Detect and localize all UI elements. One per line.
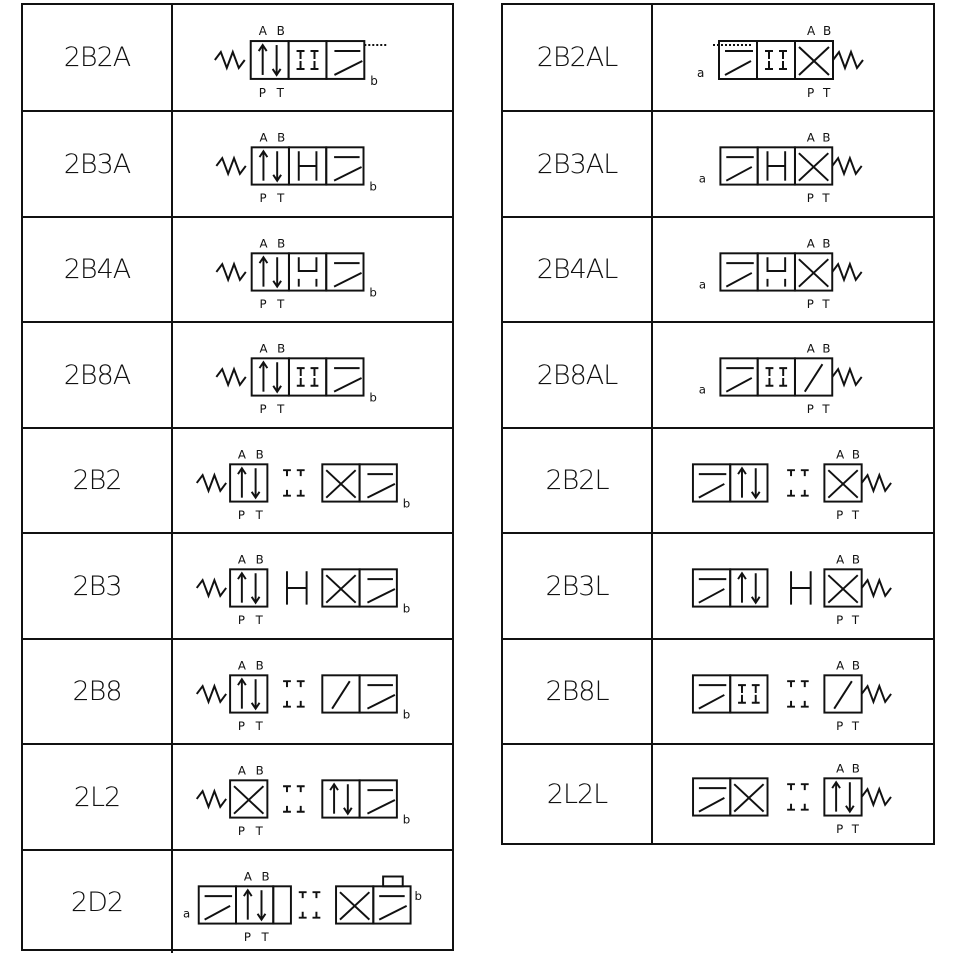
- svg-text:P: P: [237, 508, 246, 523]
- svg-text:A: A: [237, 763, 246, 778]
- svg-text:P: P: [259, 402, 267, 417]
- valve-symbol: [173, 5, 452, 110]
- svg-text:B: B: [261, 869, 270, 884]
- valve-code: 2B2L: [503, 429, 653, 532]
- svg-text:P: P: [806, 297, 814, 312]
- table-row: [23, 110, 452, 216]
- valve-symbol: [173, 112, 452, 216]
- svg-text:A: A: [259, 236, 268, 251]
- svg-text:B: B: [276, 24, 285, 39]
- valve-code: 2B3A: [23, 112, 173, 216]
- svg-text:T: T: [276, 85, 284, 100]
- svg-text:P: P: [807, 86, 815, 100]
- svg-text:B: B: [823, 24, 832, 38]
- svg-text:T: T: [822, 297, 830, 312]
- valve-symbol: [653, 534, 933, 638]
- valve-code: 2B2A: [23, 5, 173, 110]
- left-valve-table: [21, 3, 454, 951]
- svg-text:T: T: [823, 86, 831, 100]
- svg-text:B: B: [255, 447, 264, 462]
- valve-code: 2B8A: [23, 323, 173, 427]
- svg-text:P: P: [243, 930, 251, 945]
- svg-text:A: A: [237, 447, 247, 462]
- svg-text:B: B: [255, 763, 264, 778]
- valve-symbol: [173, 534, 452, 638]
- valve-symbol: [173, 745, 452, 849]
- svg-text:b: b: [402, 707, 411, 722]
- valve-code: 2B2AL: [503, 5, 653, 110]
- valve-symbol: [173, 851, 452, 953]
- table-row: [23, 216, 452, 321]
- svg-text:A: A: [237, 552, 246, 567]
- valve-symbol: [653, 640, 933, 743]
- svg-text:A: A: [237, 658, 247, 673]
- valve-symbol: [173, 323, 452, 427]
- valve-symbol: [653, 5, 933, 110]
- svg-text:b: b: [370, 73, 378, 88]
- svg-text:T: T: [851, 719, 860, 734]
- svg-text:b: b: [369, 285, 377, 300]
- svg-text:b: b: [369, 179, 377, 194]
- svg-text:P: P: [836, 508, 844, 523]
- table-row: [23, 743, 452, 849]
- valve-symbol: [653, 429, 933, 532]
- svg-text:A: A: [806, 341, 815, 356]
- svg-text:T: T: [822, 191, 830, 206]
- table-row: [503, 110, 933, 216]
- svg-text:T: T: [261, 930, 269, 945]
- valve-code: 2B8AL: [503, 323, 653, 427]
- svg-text:P: P: [806, 191, 814, 206]
- valve-symbol: [653, 745, 933, 843]
- svg-text:T: T: [822, 402, 830, 417]
- table-row: [503, 532, 933, 638]
- table-row: [503, 5, 933, 110]
- table-row: [503, 743, 933, 843]
- svg-text:a: a: [698, 382, 707, 397]
- valve-code: 2B4A: [23, 218, 173, 321]
- svg-text:a: a: [698, 277, 707, 292]
- svg-text:a: a: [697, 66, 705, 80]
- svg-text:A: A: [259, 341, 268, 356]
- svg-text:A: A: [243, 869, 252, 884]
- svg-text:A: A: [836, 447, 845, 462]
- table-row: [503, 321, 933, 427]
- valve-symbol: [173, 640, 452, 743]
- valve-code: 2B3L: [503, 534, 653, 638]
- svg-text:A: A: [836, 761, 845, 776]
- svg-text:B: B: [851, 658, 860, 673]
- svg-text:A: A: [836, 658, 845, 673]
- valve-code: 2B3: [23, 534, 173, 638]
- svg-text:T: T: [277, 297, 285, 312]
- svg-text:B: B: [851, 447, 860, 462]
- svg-text:P: P: [836, 822, 844, 837]
- svg-text:b: b: [402, 601, 411, 616]
- svg-text:B: B: [255, 658, 264, 673]
- svg-text:T: T: [255, 824, 263, 839]
- svg-text:T: T: [851, 613, 860, 628]
- svg-text:A: A: [806, 130, 815, 145]
- valve-code: 2L2: [23, 745, 173, 849]
- svg-text:B: B: [822, 341, 831, 356]
- valve-code: 2B2: [23, 429, 173, 532]
- valve-symbol: [653, 112, 933, 216]
- svg-text:P: P: [259, 297, 267, 312]
- svg-text:B: B: [822, 236, 831, 251]
- table-row: [23, 849, 452, 953]
- svg-text:b: b: [402, 812, 411, 827]
- svg-text:A: A: [807, 24, 816, 38]
- valve-code: 2L2L: [503, 745, 653, 843]
- table-row: [23, 427, 452, 532]
- svg-text:P: P: [237, 613, 246, 628]
- svg-text:P: P: [259, 191, 267, 206]
- svg-text:B: B: [851, 552, 860, 567]
- svg-text:P: P: [836, 719, 844, 734]
- table-row: [23, 638, 452, 743]
- table-row: [23, 5, 452, 110]
- valve-symbol: [173, 218, 452, 321]
- svg-text:B: B: [255, 552, 264, 567]
- right-valve-table: [501, 3, 935, 845]
- svg-text:T: T: [255, 719, 263, 734]
- svg-text:B: B: [277, 236, 286, 251]
- svg-text:P: P: [237, 824, 246, 839]
- svg-text:A: A: [806, 236, 815, 251]
- svg-text:T: T: [255, 613, 263, 628]
- table-row: [23, 321, 452, 427]
- svg-text:T: T: [851, 508, 860, 523]
- svg-text:P: P: [237, 719, 246, 734]
- svg-text:a: a: [698, 171, 707, 186]
- svg-text:B: B: [851, 761, 860, 776]
- svg-text:P: P: [806, 402, 814, 417]
- table-row: [503, 216, 933, 321]
- svg-text:b: b: [414, 889, 422, 904]
- svg-text:b: b: [369, 390, 377, 405]
- svg-text:a: a: [183, 906, 191, 921]
- table-row: [503, 638, 933, 743]
- valve-code: 2D2: [23, 851, 173, 953]
- valve-symbol: [653, 323, 933, 427]
- table-row: [503, 427, 933, 532]
- svg-text:T: T: [255, 508, 263, 523]
- valve-code: 2B4AL: [503, 218, 653, 321]
- svg-text:T: T: [851, 822, 859, 837]
- svg-text:T: T: [277, 191, 285, 206]
- svg-text:b: b: [402, 496, 411, 511]
- svg-text:T: T: [277, 402, 285, 417]
- svg-text:B: B: [822, 130, 831, 145]
- svg-text:B: B: [277, 341, 286, 356]
- valve-symbol: [173, 429, 452, 532]
- svg-text:A: A: [259, 130, 268, 145]
- table-row: [23, 532, 452, 638]
- svg-text:P: P: [836, 613, 844, 628]
- valve-code: 2B8L: [503, 640, 653, 743]
- valve-symbol: [653, 218, 933, 321]
- svg-text:P: P: [258, 85, 266, 100]
- svg-text:B: B: [277, 130, 286, 145]
- valve-code: 2B8: [23, 640, 173, 743]
- valve-code: 2B3AL: [503, 112, 653, 216]
- svg-text:A: A: [258, 24, 267, 39]
- svg-text:A: A: [836, 552, 845, 567]
